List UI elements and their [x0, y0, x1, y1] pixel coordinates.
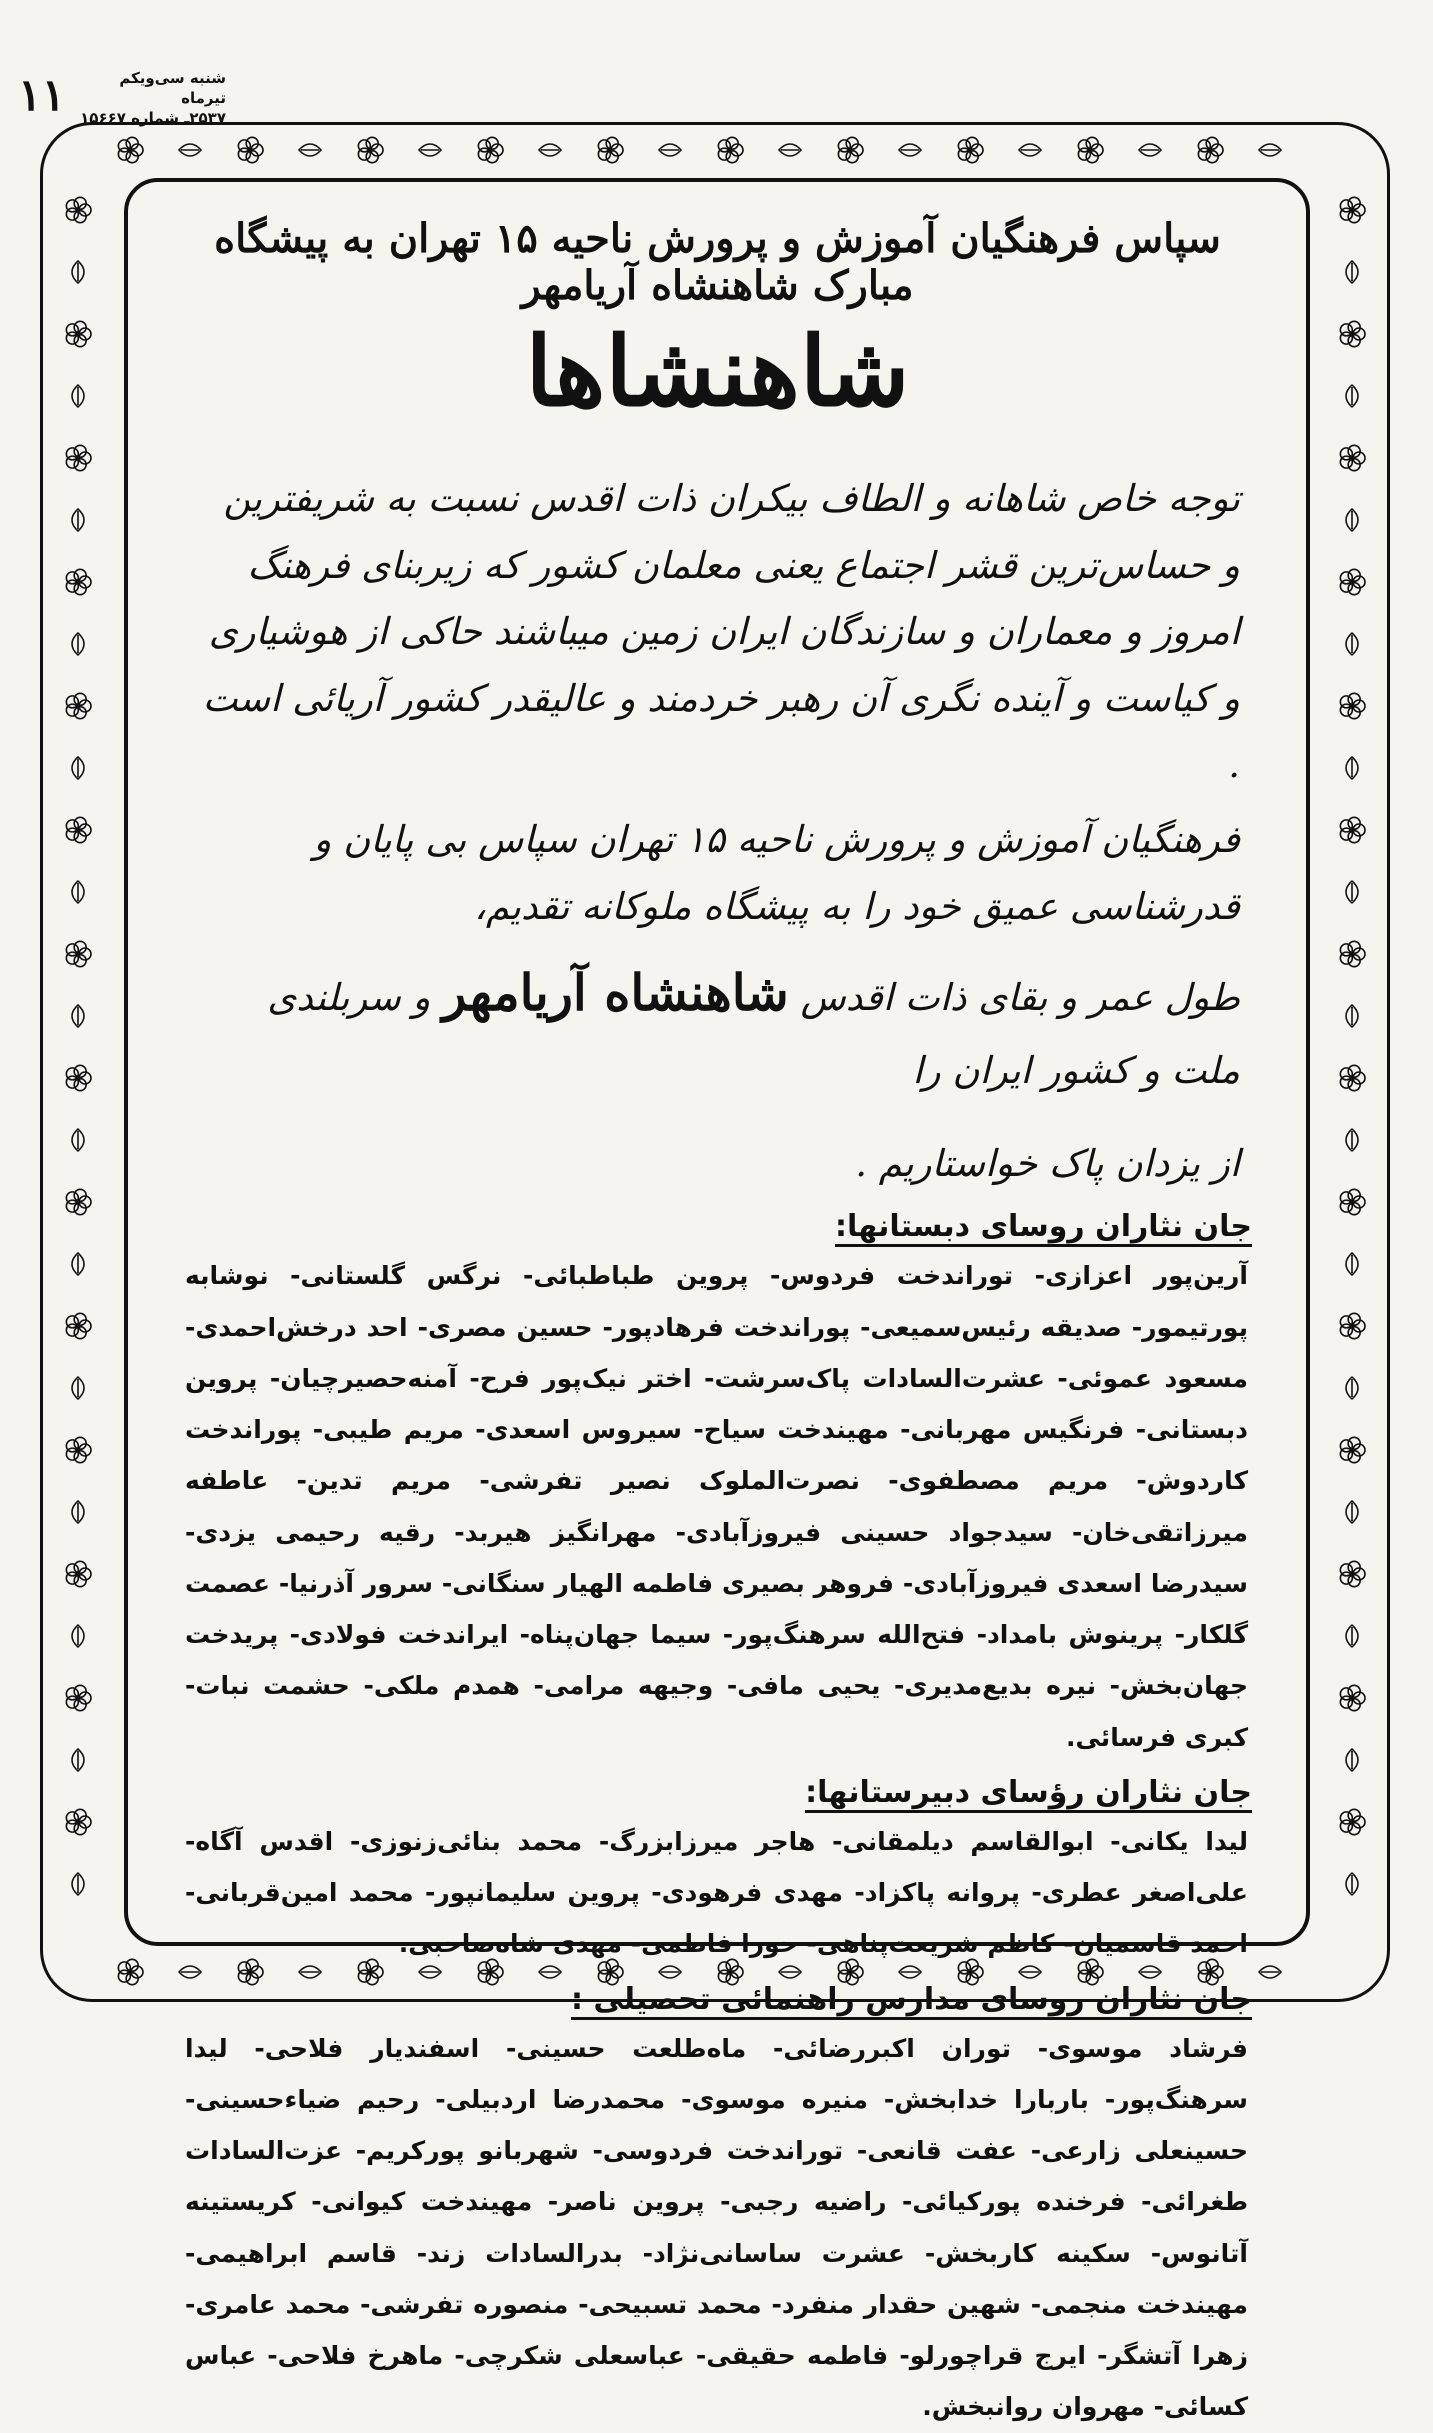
message-paragraph-1: توجه خاص شاهانه و الطاف بیکران ذات اقدس نسبت به شریفترین و حساس‌ترین قشر اجتماع یعنی معلمان کشور که زیربنای فرهنگ امروز و معماران و سازندگان ایران زمین میباشند حاکی از هوشیاری و کیاست و آینده نگری آن رهبر خردمند و عالیقدر کشور آریائی است .: [202, 477, 1240, 787]
section-title: جان نثاران رؤسای دبیرستانها:: [175, 1775, 1260, 1810]
calligraphy-message: [175, 466, 1260, 1197]
section-guidance-school: [175, 1982, 1260, 2433]
date-block: [76, 68, 226, 128]
message-pre: طول عمر و بقای ذات اقدس: [800, 976, 1240, 1020]
sponsor-line: سپاس فرهنگیان آموزش و پرورش ناحیه ۱۵ تهران به پیشگاه مبارک شاهنشاه آریامهر: [214, 215, 1221, 309]
masthead: [18, 62, 228, 127]
message-closing: از یزدان پاک خواستاریم .: [855, 1141, 1240, 1185]
issue-line: ۲۵۳۷ـ شماره ۱۵۶۶۷: [80, 109, 226, 127]
section-title: جان نثاران روسای دبستانها:: [175, 1209, 1260, 1244]
names-list: لیدا یکانی- ابوالقاسم دیلمقانی- هاجر میرزابزرگ- محمد بنائی‌زنوزی- اقدس آگاه- علی‌اصغر عطری- پروانه پاکزاد- مهدی فرهودی- پروین سلیمانپور- محمد امین‌قربانی- احمد قاسمیان- کاظم شریعت‌پناهی- حورا فاطمی- مهدی شاه‌صاحبی.: [185, 1826, 1248, 1959]
advertisement-content: [175, 195, 1260, 2433]
date-line: شنبه سی‌ویکم تیرماه: [119, 69, 226, 107]
section-elementary: [175, 1209, 1260, 1763]
message-paragraph-3: [195, 948, 1240, 1105]
section-title: جان نثاران روسای مدارس راهنمائی تحصیلی :: [175, 1982, 1260, 2017]
page-number: ۱۱: [18, 70, 66, 121]
names-list: فرشاد موسوی- توران اکبررضائی- ماه‌طلعت حسینی- اسفندیار فلاحی- لیدا سرهنگ‌پور- باربارا خدابخش- منیره موسوی- محمدرضا اردبیلی- رحیم ضیاءحسینی- حسینعلی زارعی- عفت قانعی- توراندخت فردوسی- شهربانو پورکریم- عزت‌السادات طغرائی- فرخنده پورکیائی- راضیه رجبی- پروین ناصر- مهیندخت کیوانی- کریستینه آتانوس- سکینه کاربخش- عشرت ساسانی‌نژاد- بدرالسادات زند- قاسم ابراهیمی- مهیندخت منجمی- شهین حقدار منفرد- محمد تسبیحی- منصوره تفرشی- محمد عامری- زهرا آتشگر- ایرج قراچورلو- فاطمه حقیقی- عباسعلی شکرچی- ماهرخ فلاحی- عباس کسائی- مهروان روانبخش.: [185, 2033, 1248, 2422]
names-list: آرین‌پور اعزازی- توراندخت فردوس- پروین طباطبائی- نرگس گلستانی- نوشابه پورتیمور- صدیقه رئیس‌سمیعی- پوراندخت فرهادپور- حسین مصری- احد درخش‌احمدی- مسعود عموئی- عشرت‌السادات پاک‌سرشت- اختر نیک‌پور فرح- آمنه‌حصیرچیان- پروین دبستانی- فرنگیس مهربانی- مهیندخت سیاح- سیروس اسعدی- مریم طیبی- پوراندخت کاردوش- مریم مصطفوی- نصرت‌الملوک نصیر تفرشی- مریم تدین- عاطفه میرزاتقی‌خان- سیدجواد حسینی فیروزآبادی- مهرانگیز هیربد- رقیه رحیمی یزدی- سیدرضا اسعدی فیروزآبادی- فروهر بصیری فاطمه الهیار سنگانی- سرور آذرنیا- عصمت گلکار- پرینوش بامداد- فتح‌الله سرهنگ‌پور- سیما جهان‌پناه- ایراندخت فولادی- پریدخت جهان‌بخش- نیره بدیع‌مدیری- یحیی مافی- وجیهه مرامی- همدم ملکی- حشمت نبات- کبری فرسائی.: [185, 1261, 1248, 1752]
message-paragraph-2: فرهنگیان آموزش و پرورش ناحیه ۱۵ تهران سپاس بی پایان و قدرشناسی عمیق خود را به پیشگاه ملوکانه تقدیم،: [313, 817, 1240, 928]
shah-name: شاهنشاه آریامهر: [442, 963, 789, 1023]
main-title: شاهنشاها: [525, 315, 910, 428]
message-post: و سربلندی ملت و کشور ایران را: [267, 976, 1240, 1093]
section-high-school: [175, 1775, 1260, 1970]
